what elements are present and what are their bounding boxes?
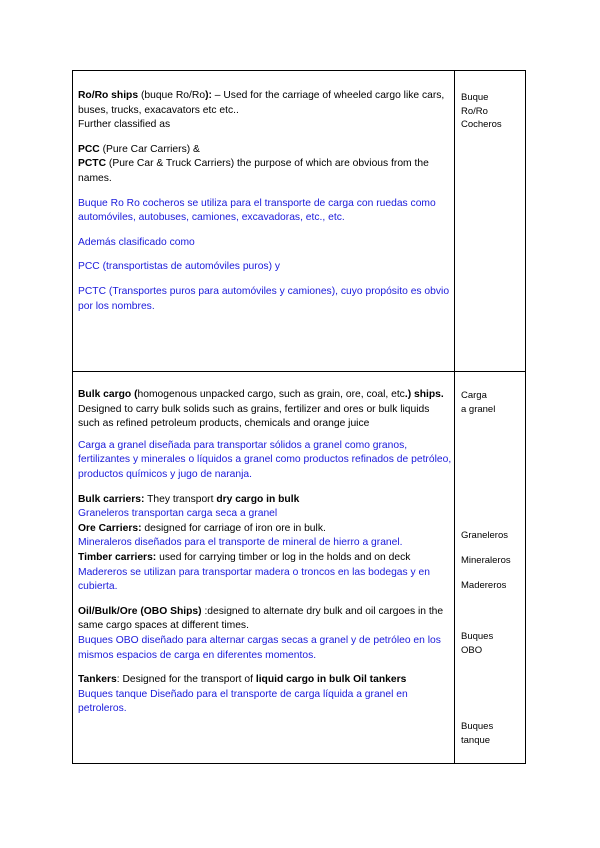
- side-buques-tanque: Buques tanque: [461, 721, 494, 746]
- roro-en-pcc: PCC (Pure Car Carriers) &: [78, 143, 200, 155]
- roro-side-line-3: Cocheros: [461, 119, 502, 130]
- timber-carriers-en: Timber carriers: used for carrying timber or log in the holds and on deck: [78, 551, 411, 563]
- table-row-bulk: [73, 372, 525, 764]
- roro-en-intro: Ro/Ro ships (buque Ro/Ro): – Used for the carriage of wheeled cargo like cars, buses, trucks, exacavators etc etc..: [78, 90, 445, 116]
- ore-carriers-en: Ore Carriers: designed for carriage of iron ore in bulk.: [78, 522, 326, 534]
- roro-main-cell: [78, 89, 452, 314]
- vocabulary-table: [72, 70, 526, 764]
- column-divider: [454, 71, 455, 371]
- roro-side-line-2: Ro/Ro: [461, 105, 488, 117]
- side-graneleros: Graneleros: [461, 530, 508, 541]
- roro-es-p3: PCC (transportistas de automóviles puros) y: [78, 261, 281, 273]
- bulk-carriers-en: Bulk carriers: They transport dry cargo in bulk: [78, 493, 300, 505]
- roro-side-cell: [461, 91, 525, 132]
- bulk-main-cell: [78, 388, 452, 717]
- roro-title: Ro/Ro ships: [78, 90, 139, 101]
- side-carga-granel: Carga a granel: [461, 390, 496, 415]
- bulk-carriers-es: Graneleros transportan carga seca a granel: [78, 508, 278, 520]
- roro-es-p2: Además clasificado como: [78, 236, 195, 248]
- roro-side-line-1: Buque: [461, 92, 489, 103]
- side-madereros: Madereros: [461, 580, 507, 591]
- column-divider: [454, 372, 455, 764]
- obo-en: Oil/Bulk/Ore (OBO Ships) :designed to alternate dry bulk and oil cargoes in the same cargo spaces at different times.: [78, 605, 444, 632]
- tankers-es: Buques tanque Diseñado para el transporte de carga líquida a granel en petroleros.: [78, 688, 408, 715]
- table-row-roro: [73, 71, 525, 372]
- roro-es-p4: PCTC (Transportes puros para automóviles y camiones), cuyo propósito es obvio por los nombres.: [78, 285, 450, 312]
- obo-es: Buques OBO diseñado para alternar cargas secas a granel y de petróleo en los mismos espacios de carga en diferentes momentos.: [78, 634, 441, 661]
- roro-es-p1: Buque Ro Ro cocheros se utiliza para el transporte de carga con ruedas como automóviles, autobuses, camiones, excavadoras, etc., etc.: [78, 197, 436, 224]
- bulk-intro-en: Bulk cargo (homogenous unpacked cargo, such as grain, ore, coal, etc.) ships. Designed to carry bulk solids such as grains, fertilizer and ores or bulk liquids such as refined petroleum products, chemicals and orange juice: [78, 389, 444, 430]
- tankers-en: Tankers: Designed for the transport of liquid cargo in bulk Oil tankers: [78, 674, 407, 686]
- roro-en-further: Further classified as: [78, 119, 171, 131]
- timber-carriers-es: Madereros se utilizan para transportar madera o troncos en las bodegas y en cubierta.: [78, 566, 431, 593]
- bulk-intro-es: Carga a granel diseñada para transportar sólidos a granel como granos, fertilizantes y minerales o líquidos a granel como productos refinados de petróleo, productos químicos y jugo de naranja.: [78, 439, 452, 480]
- side-mineraleros: Mineraleros: [461, 555, 511, 566]
- side-buques-obo: Buques OBO: [461, 631, 494, 656]
- ore-carriers-es: Mineraleros diseñados para el transporte de mineral de hierro a granel.: [78, 537, 403, 549]
- roro-en-pctc: PCTC (Pure Car & Truck Carriers) the purpose of which are obvious from the names.: [78, 158, 429, 184]
